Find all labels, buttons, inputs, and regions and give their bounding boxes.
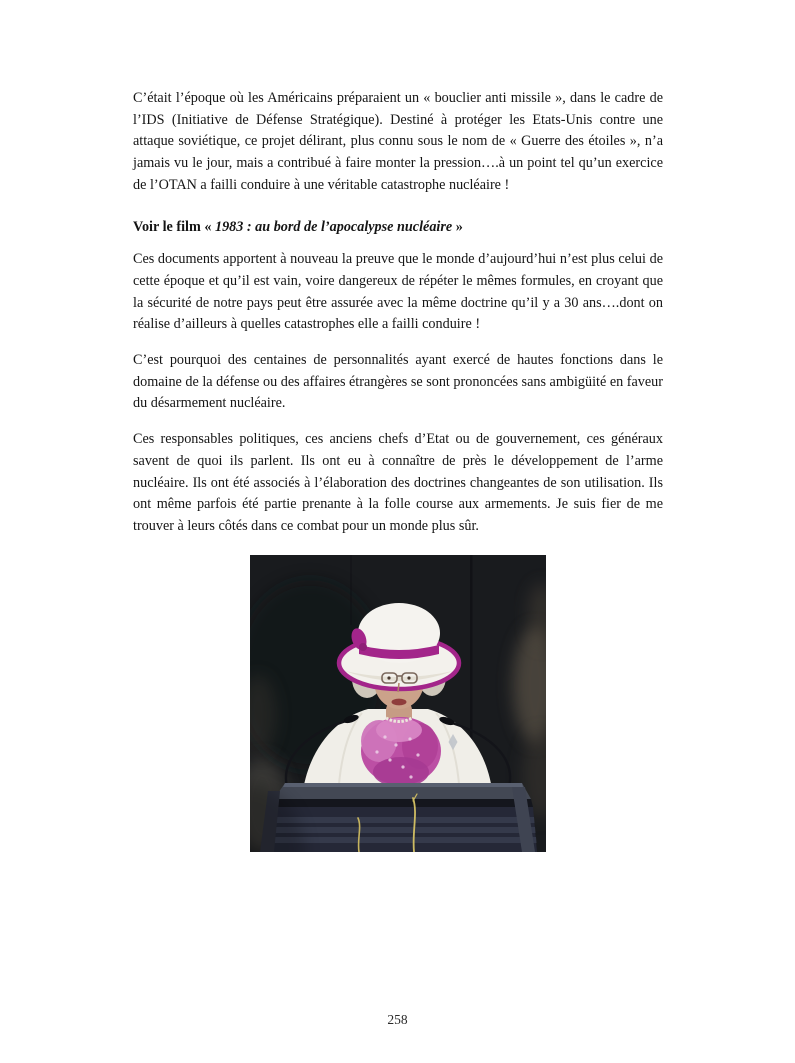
queen-photo-image [250,555,546,852]
film-heading-prefix: Voir le film « [133,218,215,235]
text-column [133,88,663,852]
film-title: 1983 : au bord de l’apocalypse nucléaire [214,218,453,235]
paragraph-2: Ces documents apportent à nouveau la preuve que le monde d’aujourd’hui n’est plus celui de cette époque et qu’il est vain, voire dangereux de répéter le mêmes formules, en croyant que la sécurité de notre pays peut être assurée avec la même doctrine qu’il y a 30 ans….dont on réalise d’ailleurs à quelles catastrophes elle a failli conduire ! [133,251,663,333]
page-number: 258 [387,1012,408,1027]
mouth [392,698,407,705]
paragraph-4: Ces responsables politiques, ces anciens chefs d’Etat ou de gouvernement, ces généraux savent de quoi ils parlent. Ils ont eu à connaître de près le développement de l’arme nucléaire. Ils ont été associés à l’élaboration des doctrines changeantes de son utilisation. Ils ont même parfois été partie prenante à la folle course aux armements. Je suis fier de me trouver à leurs côtés dans ce combat pour un monde plus sûr. [133,431,663,534]
paragraph-1: C’était l’époque où les Américains préparaient un « bouclier anti missile », dans le cadre de l’IDS (Initiative de Défense Stratégique). Destiné à protéger les Etats-Unis contre une attaque soviétique, ce projet délirant, plus connu sous le nom de « Guerre des étoiles », n’a jamais vu le jour, mais a contribué à faire monter la pression….à un point tel qu’un exercice de l’OTAN a failli conduire à une véritable catastrophe nucléaire ! [133,90,663,193]
film-heading-suffix: » [452,218,463,235]
paragraph-3: C’est pourquoi des centaines de personnalités ayant exercé de hautes fonctions dans le domaine de la défense ou des affaires étrangères se sont prononcées sans ambigüité en faveur du désarmement nucléaire. [133,352,663,412]
film-heading [133,217,663,239]
photo-container [133,555,663,852]
